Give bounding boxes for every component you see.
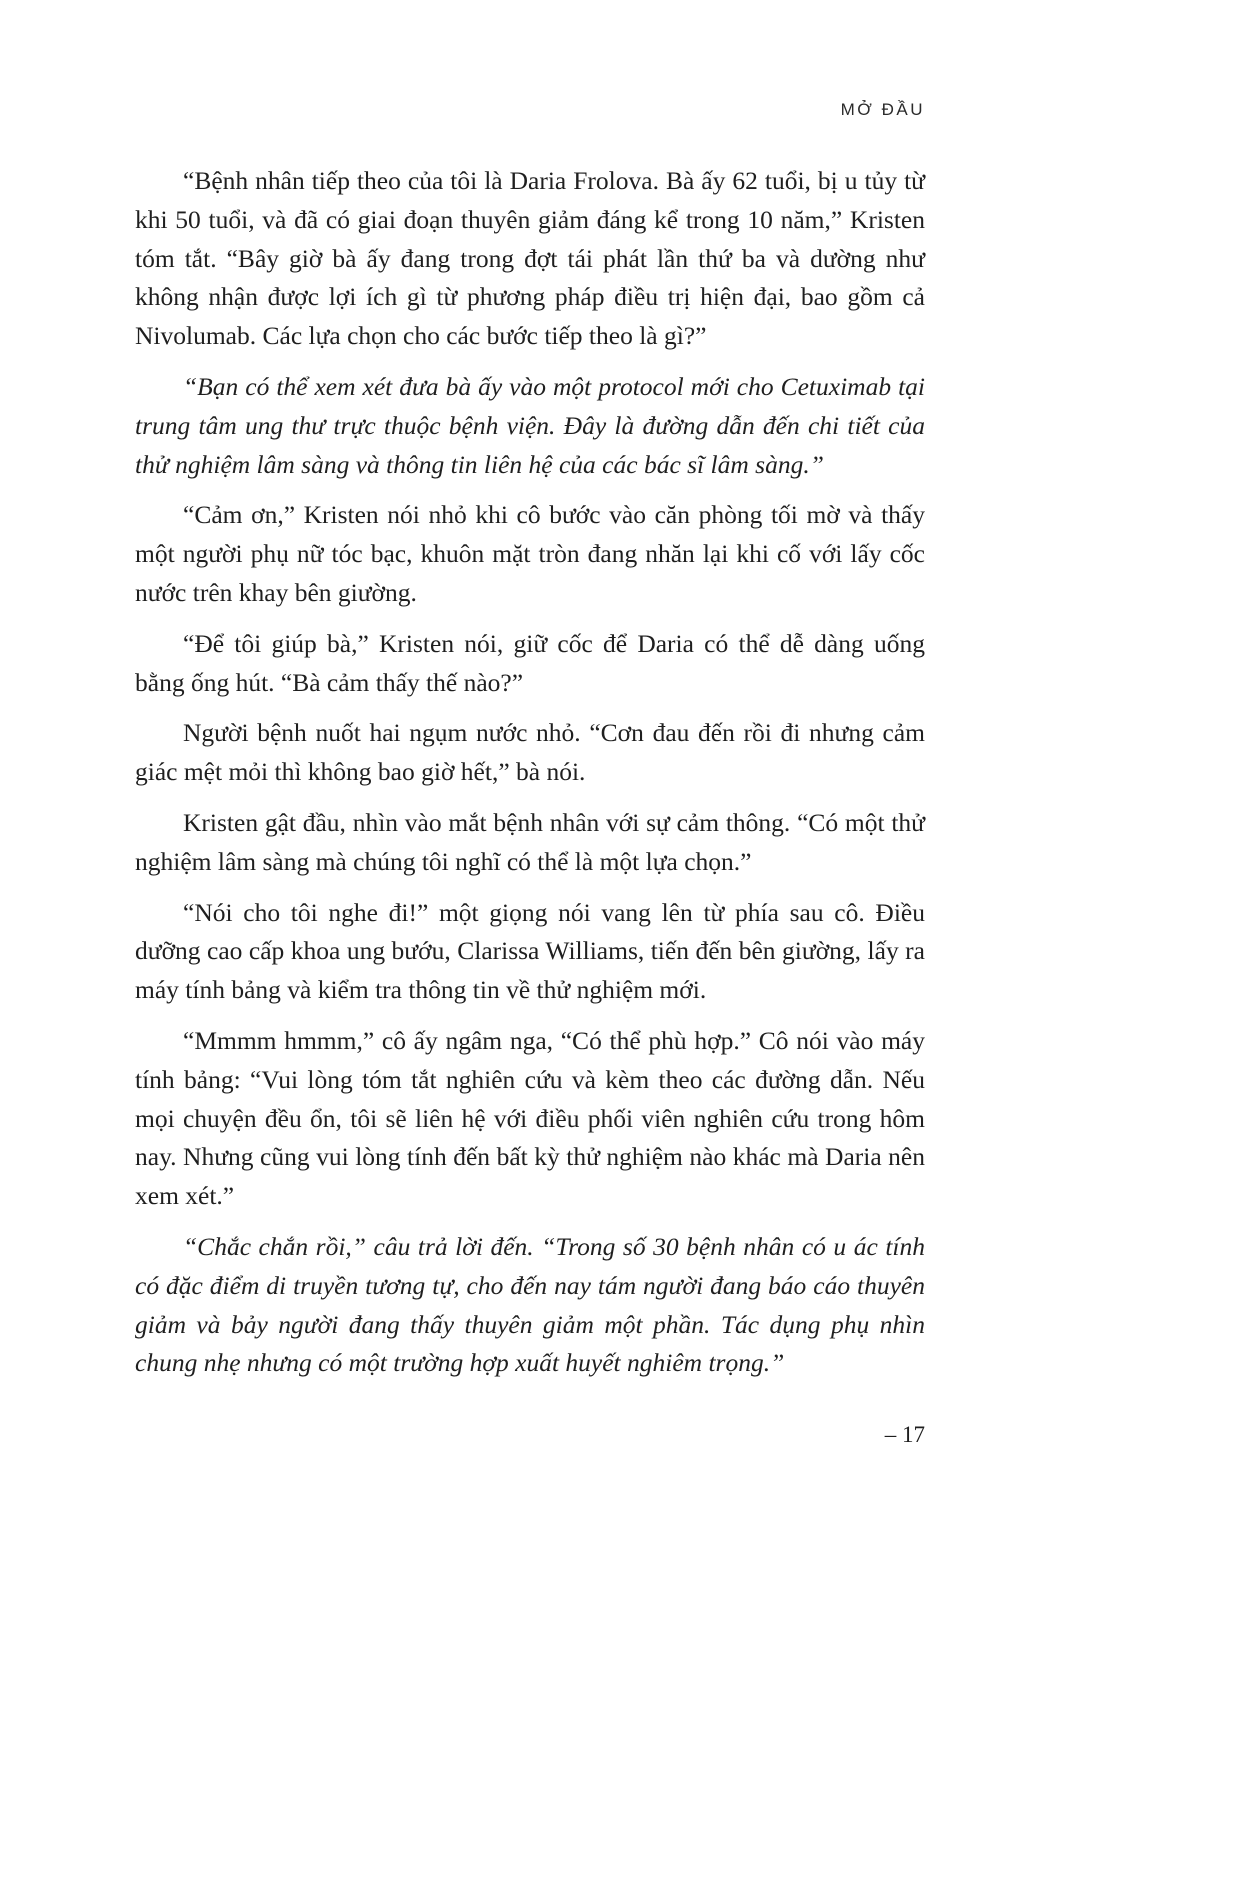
paragraph: “Nói cho tôi nghe đi!” một giọng nói vang lên từ phía sau cô. Điều dưỡng cao cấp khoa ung bướu, Clarissa Williams, tiến đến bên giường, lấy ra máy tính bảng và kiểm tra thông tin về thử nghiệm mới. <box>135 897 925 1005</box>
page-content <box>135 100 925 1395</box>
paragraph: “Bệnh nhân tiếp theo của tôi là Daria Frolova. Bà ấy 62 tuổi, bị u tủy từ khi 50 tuổi, và đã có giai đoạn thuyên giảm đáng kể trong 10 năm,” Kristen tóm tắt. “Bây giờ bà ấy đang trong đợt tái phát lần thứ ba và dường như không nhận được lợi ích gì từ phương pháp điều trị hiện đại, bao gồm cả Nivolumab. Các lựa chọn cho các bước tiếp theo là gì?” <box>135 166 925 351</box>
running-header: MỞ ĐẦU <box>840 100 925 119</box>
paragraph: “Mmmm hmmm,” cô ấy ngâm nga, “Có thể phù hợp.” Cô nói vào máy tính bảng: “Vui lòng tóm tắt nghiên cứu và kèm theo các đường dẫn. Nếu mọi chuyện đều ổn, tôi sẽ liên hệ với điều phối viên nghiên cứu trong hôm nay. Nhưng cũng vui lòng tính đến bất kỳ thử nghiệm nào khác mà Daria nên xem xét.” <box>135 1025 925 1211</box>
paragraph: “Bạn có thể xem xét đưa bà ấy vào một protocol mới cho Cetuximab tại trung tâm ung thư trực thuộc bệnh viện. Đây là đường dẫn đến chi tiết của thử nghiệm lâm sàng và thông tin liên hệ của các bác sĩ lâm sàng.” <box>135 371 925 479</box>
paragraph: Người bệnh nuốt hai ngụm nước nhỏ. “Cơn đau đến rồi đi nhưng cảm giác mệt mỏi thì không bao giờ hết,” bà nói. <box>135 718 925 787</box>
paragraph: “Cảm ơn,” Kristen nói nhỏ khi cô bước vào căn phòng tối mờ và thấy một người phụ nữ tóc bạc, khuôn mặt tròn đang nhăn lại khi cố với lấy cốc nước trên khay bên giường. <box>135 500 925 607</box>
page-number: – 17 <box>884 1422 925 1447</box>
page-body <box>135 162 925 1383</box>
paragraph: “Để tôi giúp bà,” Kristen nói, giữ cốc để Daria có thể dễ dàng uống bằng ống hút. “Bà cảm thấy thế nào?” <box>135 628 925 697</box>
paragraph: Kristen gật đầu, nhìn vào mắt bệnh nhân với sự cảm thông. “Có một thử nghiệm lâm sàng mà chúng tôi nghĩ có thể là một lựa chọn.” <box>135 807 925 876</box>
paragraph: “Chắc chắn rồi,” câu trả lời đến. “Trong số 30 bệnh nhân có u ác tính có đặc điểm di truyền tương tự, cho đến nay tám người đang báo cáo thuyên giảm và bảy người đang thấy thuyên giảm một phần. Tác dụng phụ nhìn chung nhẹ nhưng có một trường hợp xuất huyết nghiêm trọng.” <box>135 1231 925 1378</box>
